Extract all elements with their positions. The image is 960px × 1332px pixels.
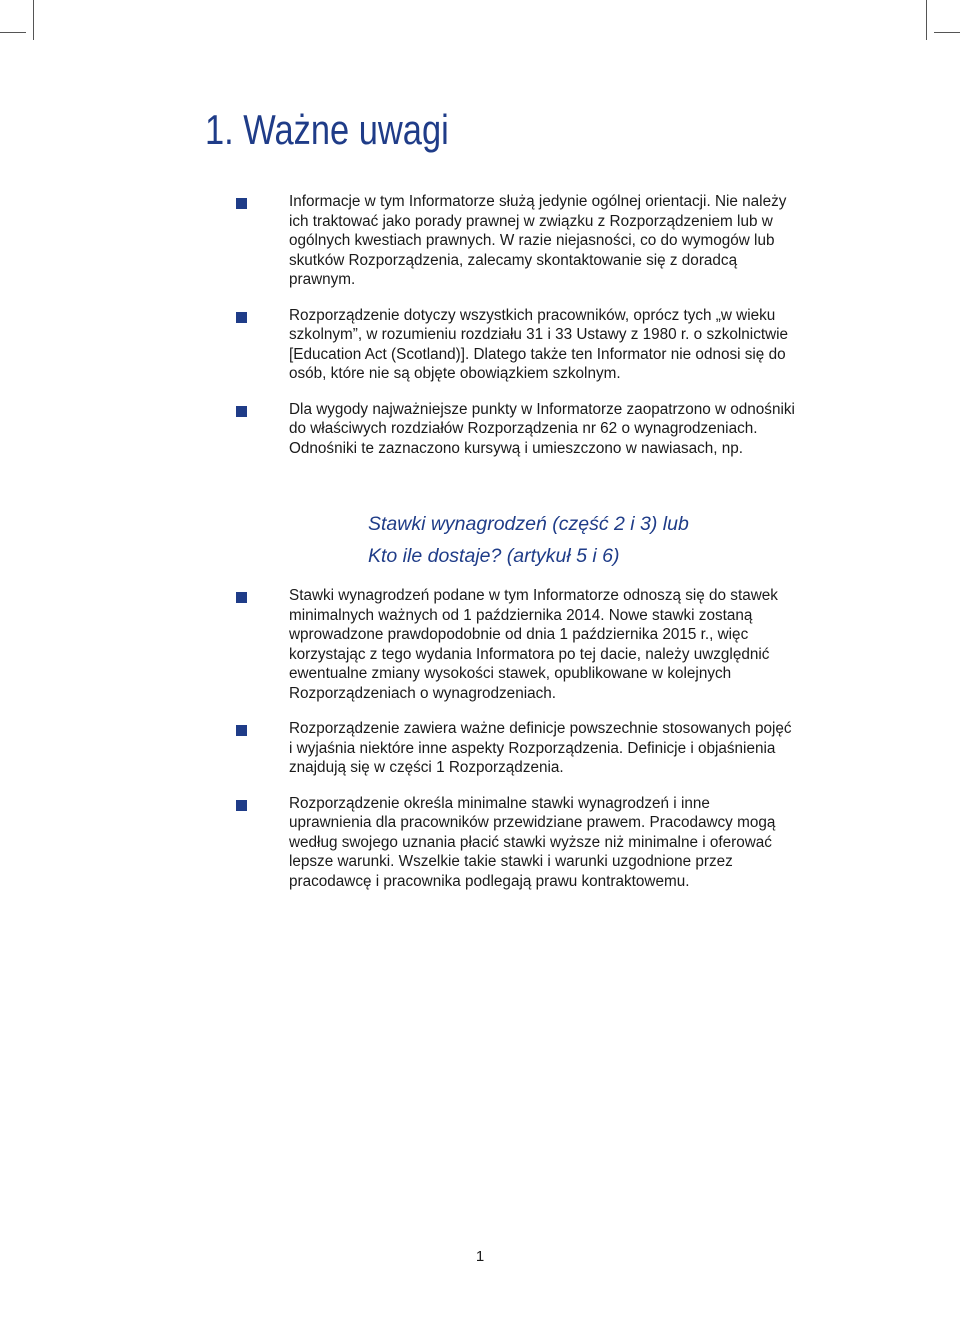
example-reference-line: Stawki wynagrodzeń (część 2 i 3) lub xyxy=(368,513,689,535)
list-item xyxy=(236,719,796,778)
list-item xyxy=(236,306,796,384)
bullet-square-icon xyxy=(236,198,247,209)
notes-list-top xyxy=(236,192,796,458)
bullet-square-icon xyxy=(236,406,247,417)
list-item-text: Stawki wynagrodzeń podane w tym Informatorze odnoszą się do stawek minimalnych ważnych od 1 października 2014. Nowe stawki zostaną wprowadzone prawdopodobnie od dnia 1 października 2015 r., więc korzystając z tego wydania Informatora po tej dacie, należy uwzględnić ewentualne zmiany wysokości stawek, opublikowane w kolejnych Rozporządzeniach o wynagrodzeniach. xyxy=(289,587,778,702)
bullet-square-icon xyxy=(236,592,247,603)
bullet-square-icon xyxy=(236,725,247,736)
crop-mark xyxy=(0,32,26,33)
list-item-text: Rozporządzenie dotyczy wszystkich pracowników, oprócz tych „w wieku szkolnym”, w rozumieniu rozdziału 31 i 33 Ustawy z 1980 r. o szkolnictwie [Education Act (Scotland)]. Dlatego także ten Informator nie odnosi się do osób, które nie są objęte obowiązkiem szkolnym. xyxy=(289,306,789,382)
bullet-square-icon xyxy=(236,312,247,323)
list-item-text: Informacje w tym Informatorze służą jedynie ogólnej orientacji. Nie należy ich traktować jako porady prawnej w związku z Rozporządzeniem lub w ogólnych kwestiach prawnych. W razie niejasności, co do wymogów lub skutków Rozporządzenia, zalecamy skontaktowanie się z doradcą prawnym. xyxy=(289,193,787,288)
list-item xyxy=(236,794,796,892)
bullet-square-icon xyxy=(236,800,247,811)
crop-mark xyxy=(926,0,927,40)
crop-mark xyxy=(934,32,960,33)
list-item xyxy=(236,192,796,290)
list-item-text: Rozporządzenie określa minimalne stawki wynagrodzeń i inne uprawnienia dla pracowników przewidziane prawem. Pracodawcy mogą według swojego uznania płacić stawki wyższe niż minimalne i oferować lepsze warunki. Wszelkie takie stawki i warunki uzgodnione przez pracodawcę i pracownika podlegają prawu kontraktowemu. xyxy=(289,794,776,890)
list-item-text: Rozporządzenie zawiera ważne definicje powszechnie stosowanych pojęć i wyjaśnia niektóre inne aspekty Rozporządzenia. Definicje i objaśnienia znajdują się w części 1 Rozporządzenia. xyxy=(289,720,792,776)
list-item xyxy=(236,586,796,703)
crop-mark xyxy=(33,0,34,40)
page-title: 1. Ważne uwagi xyxy=(205,106,449,153)
list-item-text: Dla wygody najważniejsze punkty w Informatorze zaopatrzono w odnośniki do właściwych rozdziałów Rozporządzenia nr 62 o wynagrodzeniach. Odnośniki te zaznaczono kursywą i umieszczono w nawiasach, np. xyxy=(289,400,795,457)
page-number: 1 xyxy=(475,1248,485,1265)
example-reference xyxy=(368,508,689,572)
example-reference-line: Kto ile dostaje? (artykuł 5 i 6) xyxy=(368,545,620,567)
notes-list-bottom xyxy=(236,586,796,891)
list-item xyxy=(236,400,796,459)
